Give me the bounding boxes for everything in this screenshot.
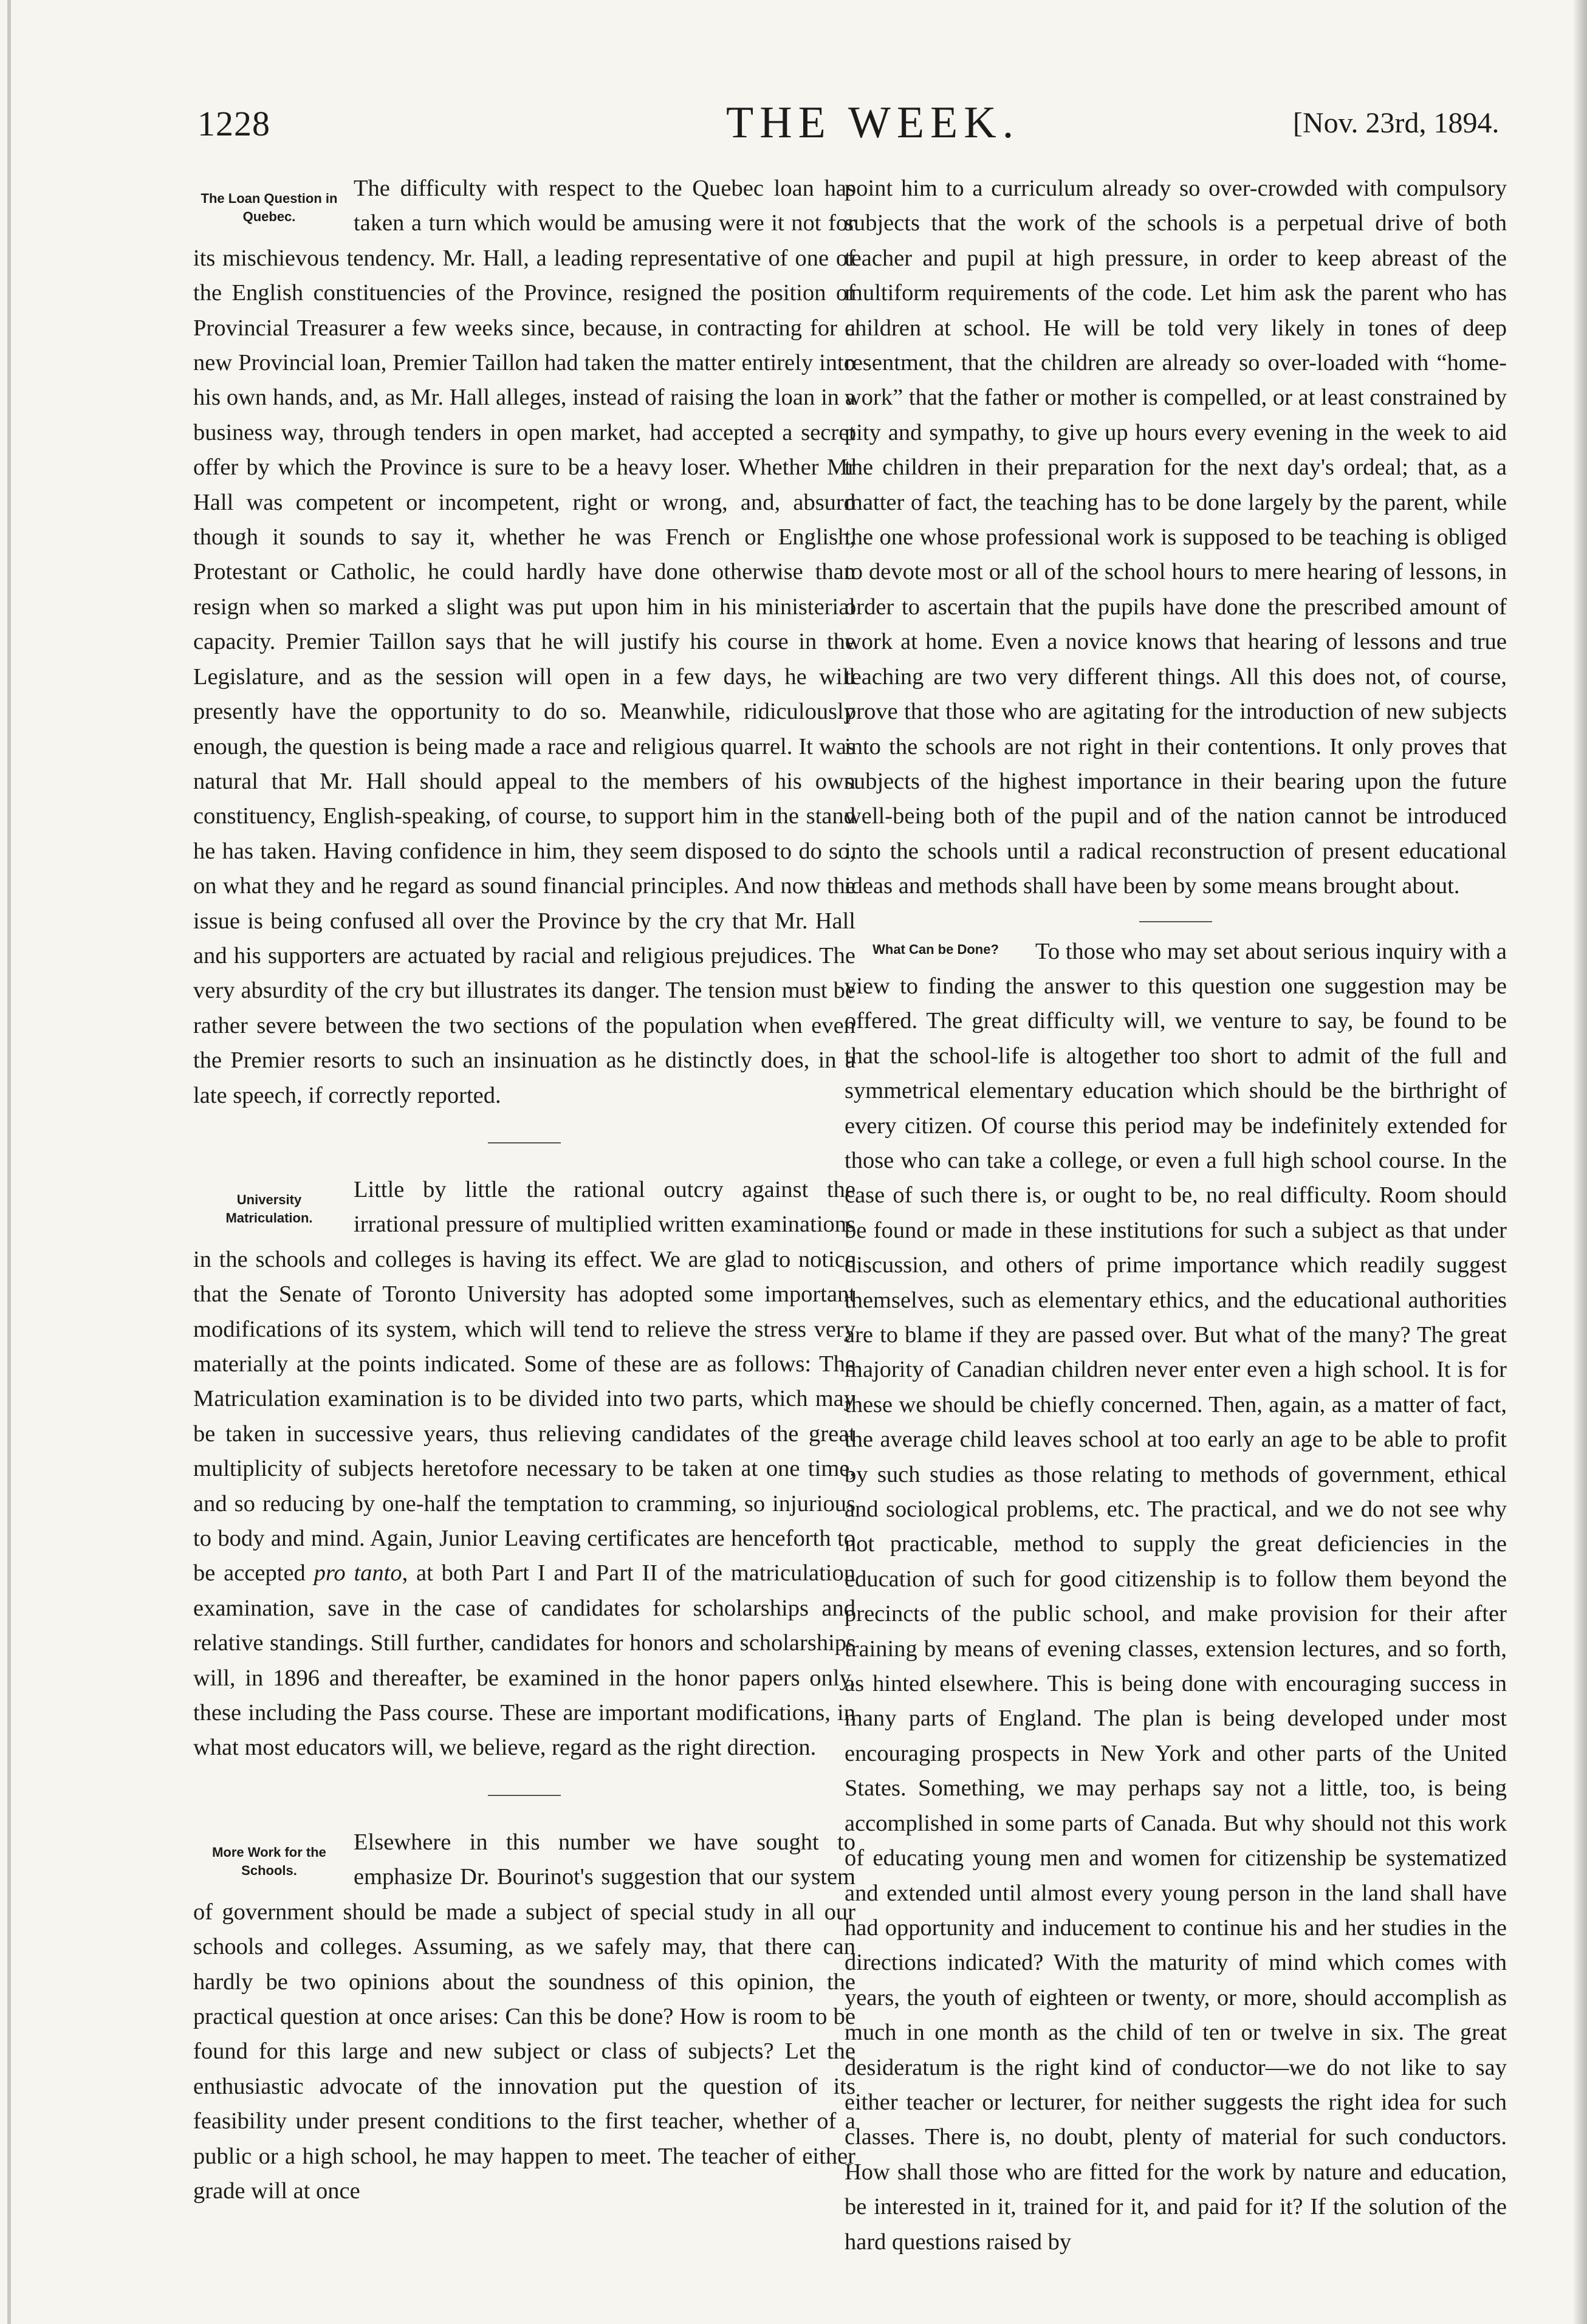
running-title: THE WEEK. <box>726 98 1020 148</box>
binding-edge <box>7 0 11 2324</box>
matriculation-text-part-2: , at both Part I and Part II of the matriculation examination, save in the case of candidates for scholarships and relative standings. Still further, candidates for honors and scholarships will, in 1896 and thereafter, be examined in the honor papers only, these including the Pass course. These are important modifications, in what most educators will, we believe, regard as the right direction. <box>193 1560 855 1761</box>
right-column <box>845 171 1507 2260</box>
article-text-loan: The difficulty with respect to the Quebec loan has taken a turn which would be amusing were it not for its mischievous tendency. Mr. Hall, a leading representative of one of the English constituencies of the Province, resigned the position of Provincial Treasurer a few weeks since, because, in contracting for a new Provincial loan, Premier Taillon had taken the matter entirely into his own hands, and, as Mr. Hall alleges, instead of raising the loan in a business way, through tenders in open market, had accepted a secret offer by which the Province is sure to be a heavy loser. Whether Mr Hall was competent or incompetent, right or wrong, and, absurd though it sounds to say it, whether he was French or English, Protestant or Catholic, he could hardly have done otherwise than resign when so marked a slight was put upon him in his ministerial capacity. Premier Taillon says that he will justify his course in the Legislature, and as the session will open in a few days, he will presently have the opportunity to do so. Meanwhile, ridiculously enough, the question is being made a race and religious quarrel. It was natural that Mr. Hall should appeal to the members of his own constituency, English-speaking, of course, to support him in the stand he has taken. Having confidence in him, they seem disposed to do so, on what they and he regard as sound financial principles. And now the issue is being confused all over the Province by the cry that Mr. Hall and his supporters are actuated by racial and religious prejudices. The very absurdity of the cry but illustrates its danger. The tension must be rather severe between the two sections of the population when even the Premier resorts to such an insinuation as he distinctly does, in a late speech, if correctly reported. <box>193 176 855 1108</box>
article-text-more-work-right: point him to a curriculum already so over-crowded with compulsory subjects that the work of the schools is a perpetual drive of both teacher and pupil at high pressure, in order to keep abreast of the multiform requirements of the code. Let him ask the parent who has children at school. He will be told very likely in tones of deep resentment, that the children are already so over-loaded with “home-work” that the father or mother is compelled, or at least constrained by pity and sympathy, to give up hours every evening in the week to aid the children in their preparation for the next day's ordeal; that, as a matter of fact, the teaching has to be done largely by the parent, while the one whose professional work is supposed to be teaching is obliged to devote most or all of the school hours to mere hearing of lessons, in order to ascertain that the pupils have done the prescribed amount of work at home. Even a novice knows that hearing of lessons and true teaching are two very different things. All this does not, of course, prove that those who are agitating for the introduction of new subjects into the schools are not right in their contentions. It only proves that subjects of the highest importance in their bearing upon the future well-being both of the pupil and of the nation cannot be introduced into the schools until a radical reconstruction of present educational ideas and methods shall have been by some means brought about. <box>845 176 1507 899</box>
page-edge-shadow <box>1572 0 1587 2324</box>
article-more-work <box>193 1825 855 2209</box>
matriculation-italic-phrase: pro tanto <box>314 1560 402 1586</box>
article-text-more-work-left: Elsewhere in this number we have sought to emphasize Dr. Bourinot's suggestion that our system of government should be made a subject of special study in all our schools and colleges. Assuming, as we safely may, that there can hardly be two opinions about the soundness of this opinion, the practical question at once arises: Can this be done? How is room to be found for this large and new subject or class of subjects? Let the enthusiastic advocate of the innovation put the question of its feasibility under present conditions to the first teacher, whether of a public or a high school, he may happen to meet. The teacher of either grade will at once <box>193 1829 855 2204</box>
section-divider <box>488 1142 561 1143</box>
matriculation-text-part-1: Little by little the rational outcry against the irrational pressure of multiplied written examinations in the schools and colleges is having its effect. We are glad to notice that the Senate of Toronto University has adopted some important modifications of its system, which will tend to relieve the stress very materially at the points indicated. Some of these are as follows: The Matriculation examination is to be divided into two parts, which may be taken in successive years, thus relieving candidates of the great multiplicity of subjects heretofore necessary to be taken at one time, and so reducing by one-half the temptation to cramming, so injurious to body and mind. Again, Junior Leaving certificates are henceforth to be accepted <box>193 1176 855 1586</box>
article-university-matriculation <box>193 1173 855 1766</box>
page-header <box>0 91 1587 158</box>
section-divider <box>1139 921 1212 922</box>
side-heading-loan: The Loan Question in Quebec. <box>201 191 338 224</box>
article-text-what-can-be-done: To those who may set about serious inquiry with a view to finding the answer to this question one suggestion may be offered. The great difficulty will, we venture to say, be found to be that the school-life is altogether too short to admit of the full and symmetrical elementary education which should be the birthright of every citizen. Of course this period may be indefinitely extended for those who can take a college, or even a full high school course. In the case of such there is, or ought to be, no real difficulty. Room should be found or made in these institutions for such a subject as that under discussion, and others of prime importance which readily suggest themselves, such as elementary ethics, and the educational authorities are to blame if they are passed over. But what of the many? The great majority of Canadian children never enter even a high school. It is for these we should be chiefly concerned. Then, again, as a matter of fact, the average child leaves school at too early an age to be able to profit by such studies as those relating to methods of government, ethical and sociological problems, etc. The practical, and we do not see why not practicable, method to supply the great deficiencies in the education of such for good citizenship is to follow them beyond the precincts of the public school, and make provision for their after training by means of evening classes, extension lectures, and so forth, as hinted elsewhere. This is being done with encouraging success in many parts of England. The plan is being developed under most encouraging prospects in New York and other parts of the United States. Something, we may perhaps say not a little, too, is being accomplished in some parts of Canada. But why should not this work of educating young men and women for citizenship be systematized and extended until almost every young person in the land shall have had opportunity and inducement to continue his and her studies in the directions indicated? With the maturity of mind which comes with years, the youth of eighteen or twenty, or more, should accomplish as much in one month as the child of ten or twelve in six. The great desideratum is the right kind of conductor—we do not like to say either teacher or lecturer, for neither suggests the right idea for such classes. There is, no doubt, plenty of material for such conductors. How shall those who are fitted for the work by nature and education, be interested in it, trained for it, and paid for it? If the solution of the hard questions raised by <box>845 938 1507 2255</box>
page-number: 1228 <box>197 104 270 143</box>
section-divider <box>488 1795 561 1796</box>
article-what-can-be-done <box>845 934 1507 2260</box>
article-more-work-continued <box>845 171 1507 904</box>
article-text-matriculation <box>193 1173 855 1766</box>
left-column <box>193 171 855 2209</box>
issue-date: [Nov. 23rd, 1894. <box>1293 107 1500 139</box>
side-heading-what-can-be-done: What Can be Done? <box>872 941 999 957</box>
article-loan-question <box>193 171 855 1113</box>
side-heading-matriculation: University Matriculation. <box>225 1191 313 1225</box>
side-heading-more-work: More Work for the Schools. <box>212 1844 326 1878</box>
